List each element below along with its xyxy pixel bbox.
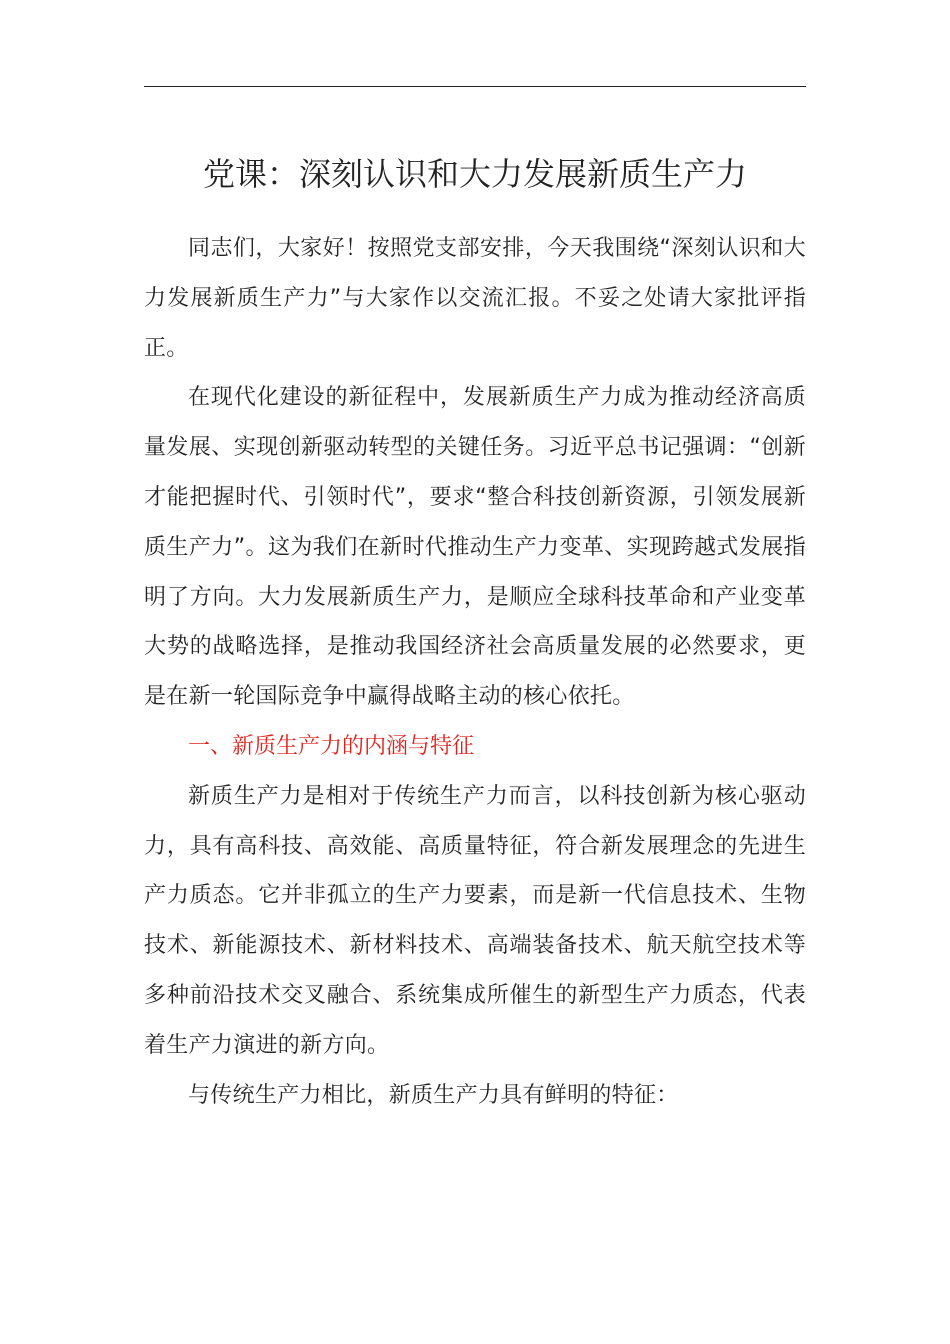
header-rule: [144, 86, 806, 87]
section-heading: 一、新质生产力的内涵与特征: [188, 733, 475, 759]
document-title: 党课：深刻认识和大力发展新质生产力: [202, 155, 747, 193]
characteristics-paragraph: 与传统生产力相比，新质生产力具有鲜明的特征：: [188, 1082, 679, 1108]
intro-paragraph: 同志们，大家好！按照党支部安排，今天我围绕“深刻认识和大力发展新质生产力”与大家作以交流汇报。不妥之处请大家批评指正。: [144, 236, 806, 361]
context-paragraph: 在现代化建设的新征程中，发展新质生产力成为推动经济高质量发展、实现创新驱动转型的关键任务。习近平总书记强调：“创新才能把握时代、引领时代”，要求“整合科技创新资源，引领发展新质生产力”。这为我们在新时代推动生产力变革、实现跨越式发展指明了方向。大力发展新质生产力，是顺应全球科技革命和产业变革大势的战略选择，是推动我国经济社会高质量发展的必然要求，更是在新一轮国际竞争中赢得战略主动的核心依托。: [144, 385, 806, 710]
definition-paragraph: 新质生产力是相对于传统生产力而言，以科技创新为核心驱动力，具有高科技、高效能、高质量特征，符合新发展理念的先进生产力质态。它并非孤立的生产力要素，而是新一代信息技术、生物技术、新能源技术、新材料技术、高端装备技术、航天航空技术等多种前沿技术交叉融合、系统集成所催生的新型生产力质态，代表着生产力演进的新方向。: [144, 783, 806, 1058]
document-body: [144, 224, 806, 1120]
